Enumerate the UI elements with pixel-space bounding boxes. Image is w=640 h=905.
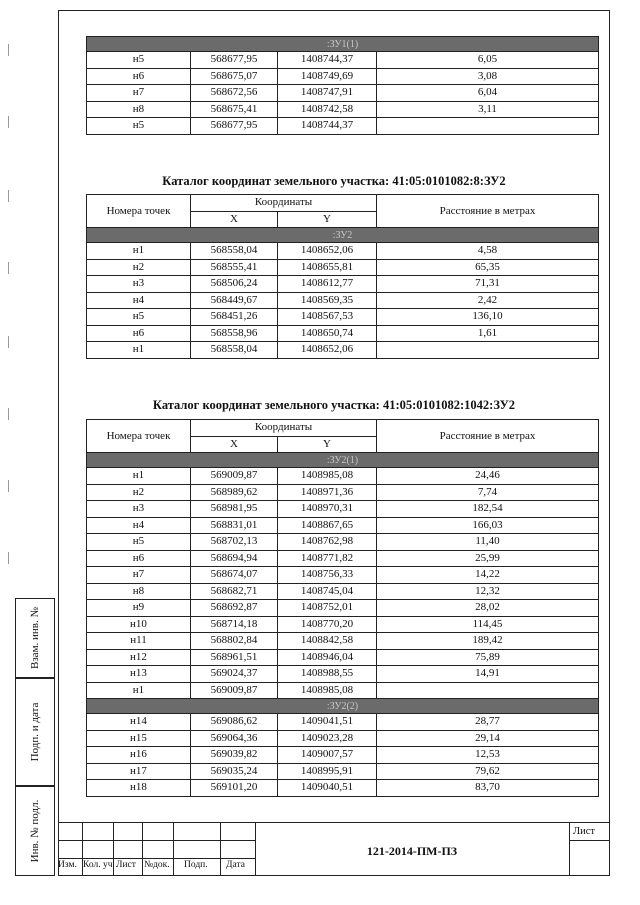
distance-cell: 79,62 <box>377 763 599 780</box>
y-cell: 1408971,36 <box>278 484 377 501</box>
header-coords: Координаты <box>191 195 377 212</box>
table-row <box>87 682 599 699</box>
document-code: 121-2014-ПМ-ПЗ <box>366 844 458 858</box>
distance-cell: 2,42 <box>377 292 599 309</box>
table-row <box>87 468 599 485</box>
coord-table-2 <box>86 194 599 359</box>
y-cell: 1408762,98 <box>278 534 377 551</box>
table-row <box>87 633 599 650</box>
stamp-col-kol: Кол. уч <box>83 860 113 870</box>
header-x: X <box>191 211 278 228</box>
distance-cell: 24,46 <box>377 468 599 485</box>
y-cell: 1408756,33 <box>278 567 377 584</box>
point-cell: н18 <box>87 780 191 797</box>
y-cell: 1408867,65 <box>278 517 377 534</box>
distance-cell: 1,61 <box>377 325 599 342</box>
distance-cell: 4,58 <box>377 243 599 260</box>
y-cell: 1408745,04 <box>278 583 377 600</box>
group-row: :ЗУ2 <box>87 228 599 243</box>
y-cell: 1408655,81 <box>278 259 377 276</box>
y-cell: 1408652,06 <box>278 342 377 359</box>
header-y: Y <box>278 436 377 453</box>
distance-cell <box>377 118 599 135</box>
distance-cell: 3,11 <box>377 101 599 118</box>
table-row <box>87 747 599 764</box>
y-cell: 1408744,37 <box>278 118 377 135</box>
x-cell: 568677,95 <box>191 118 278 135</box>
y-cell: 1408569,35 <box>278 292 377 309</box>
distance-cell: 29,14 <box>377 730 599 747</box>
point-cell: н14 <box>87 714 191 731</box>
y-cell: 1408742,58 <box>278 101 377 118</box>
table-row <box>87 649 599 666</box>
point-cell: н5 <box>87 534 191 551</box>
x-cell: 568682,71 <box>191 583 278 600</box>
table-row <box>87 501 599 518</box>
header-y: Y <box>278 211 377 228</box>
table-row <box>87 276 599 293</box>
x-cell: 568675,41 <box>191 101 278 118</box>
distance-cell: 65,35 <box>377 259 599 276</box>
point-cell: н5 <box>87 118 191 135</box>
y-cell: 1409023,28 <box>278 730 377 747</box>
x-cell: 568558,04 <box>191 342 278 359</box>
distance-cell: 28,77 <box>377 714 599 731</box>
x-cell: 569101,20 <box>191 780 278 797</box>
point-cell: н12 <box>87 649 191 666</box>
distance-cell: 75,89 <box>377 649 599 666</box>
table-row <box>87 52 599 69</box>
distance-cell: 166,03 <box>377 517 599 534</box>
point-cell: н1 <box>87 243 191 260</box>
point-cell: н1 <box>87 342 191 359</box>
distance-cell: 12,53 <box>377 747 599 764</box>
x-cell: 568714,18 <box>191 616 278 633</box>
point-cell: н5 <box>87 52 191 69</box>
catalog-title-2: Каталог координат земельного участка: 41:05:0101082:8:ЗУ2 <box>162 174 506 188</box>
y-cell: 1408995,91 <box>278 763 377 780</box>
stamp-col-list: Лист <box>116 860 136 870</box>
x-cell: 568802,84 <box>191 633 278 650</box>
table-row <box>87 101 599 118</box>
point-cell: н2 <box>87 484 191 501</box>
x-cell: 568449,67 <box>191 292 278 309</box>
x-cell: 569086,62 <box>191 714 278 731</box>
point-cell: н16 <box>87 747 191 764</box>
stamp-line <box>569 822 570 876</box>
distance-cell: 14,91 <box>377 666 599 683</box>
header-coords: Координаты <box>191 420 377 437</box>
side-label: Инв. № подл. <box>29 799 41 863</box>
point-cell: н9 <box>87 600 191 617</box>
distance-cell: 7,74 <box>377 484 599 501</box>
point-cell: н6 <box>87 68 191 85</box>
distance-cell: 189,42 <box>377 633 599 650</box>
stamp-line <box>173 822 174 876</box>
edge-mark <box>8 44 9 56</box>
y-cell: 1408771,82 <box>278 550 377 567</box>
x-cell: 568558,04 <box>191 243 278 260</box>
stamp-col-ndok: №док. <box>144 860 170 870</box>
side-box-inv <box>15 786 55 876</box>
x-cell: 569009,87 <box>191 682 278 699</box>
stamp-line <box>58 840 255 841</box>
x-cell: 569009,87 <box>191 468 278 485</box>
table-row <box>87 714 599 731</box>
group-row: :ЗУ1(1) <box>87 37 599 52</box>
edge-mark <box>8 336 9 348</box>
stamp-line <box>569 840 610 841</box>
distance-cell: 11,40 <box>377 534 599 551</box>
x-cell: 568702,13 <box>191 534 278 551</box>
catalog-title-3: Каталог координат земельного участка: 41:05:0101082:1042:ЗУ2 <box>152 398 516 412</box>
stamp-line <box>58 822 610 823</box>
header-distance: Расстояние в метрах <box>377 420 599 453</box>
table-row <box>87 780 599 797</box>
point-cell: н6 <box>87 550 191 567</box>
distance-cell: 136,10 <box>377 309 599 326</box>
x-cell: 569064,36 <box>191 730 278 747</box>
distance-cell <box>377 682 599 699</box>
x-cell: 568675,07 <box>191 68 278 85</box>
point-cell: н4 <box>87 292 191 309</box>
side-box-podp <box>15 678 55 786</box>
y-cell: 1408842,58 <box>278 633 377 650</box>
stamp-col-podp: Подп. <box>184 860 208 870</box>
distance-cell <box>377 342 599 359</box>
edge-mark <box>8 480 9 492</box>
x-cell: 568677,95 <box>191 52 278 69</box>
point-cell: н17 <box>87 763 191 780</box>
header-distance: Расстояние в метрах <box>377 195 599 228</box>
x-cell: 569035,24 <box>191 763 278 780</box>
y-cell: 1408988,55 <box>278 666 377 683</box>
table-row <box>87 517 599 534</box>
point-cell: н7 <box>87 567 191 584</box>
table-row <box>87 600 599 617</box>
y-cell: 1409041,51 <box>278 714 377 731</box>
point-cell: н6 <box>87 325 191 342</box>
table-row <box>87 309 599 326</box>
y-cell: 1408652,06 <box>278 243 377 260</box>
distance-cell: 6,04 <box>377 85 599 102</box>
table-row <box>87 534 599 551</box>
point-cell: н5 <box>87 309 191 326</box>
distance-cell: 83,70 <box>377 780 599 797</box>
distance-cell: 182,54 <box>377 501 599 518</box>
table-row <box>87 550 599 567</box>
edge-mark <box>8 552 9 564</box>
y-cell: 1408749,69 <box>278 68 377 85</box>
table-row <box>87 763 599 780</box>
x-cell: 568672,56 <box>191 85 278 102</box>
point-cell: н11 <box>87 633 191 650</box>
table-row <box>87 68 599 85</box>
table-row <box>87 85 599 102</box>
table-row <box>87 583 599 600</box>
table-row <box>87 484 599 501</box>
stamp-line <box>113 822 114 876</box>
x-cell: 569024,37 <box>191 666 278 683</box>
table-row <box>87 243 599 260</box>
point-cell: н2 <box>87 259 191 276</box>
point-cell: н1 <box>87 468 191 485</box>
distance-cell: 28,02 <box>377 600 599 617</box>
stamp-line <box>220 822 221 876</box>
y-cell: 1408985,08 <box>278 468 377 485</box>
distance-cell: 6,05 <box>377 52 599 69</box>
x-cell: 568981,95 <box>191 501 278 518</box>
stamp-col-data: Дата <box>226 860 245 870</box>
point-cell: н3 <box>87 501 191 518</box>
x-cell: 568694,94 <box>191 550 278 567</box>
y-cell: 1408770,20 <box>278 616 377 633</box>
edge-mark <box>8 408 9 420</box>
point-cell: н7 <box>87 85 191 102</box>
table-row <box>87 292 599 309</box>
header-points: Номера точек <box>87 195 191 228</box>
y-cell: 1408946,04 <box>278 649 377 666</box>
stamp-col-izm: Изм. <box>58 860 77 870</box>
y-cell: 1408985,08 <box>278 682 377 699</box>
coord-table-1 <box>86 36 599 135</box>
stamp-line <box>142 822 143 876</box>
x-cell: 568555,41 <box>191 259 278 276</box>
x-cell: 568674,07 <box>191 567 278 584</box>
y-cell: 1408567,53 <box>278 309 377 326</box>
y-cell: 1408612,77 <box>278 276 377 293</box>
point-cell: н13 <box>87 666 191 683</box>
x-cell: 569039,82 <box>191 747 278 764</box>
group-row: :ЗУ2(2) <box>87 699 599 714</box>
distance-cell: 14,22 <box>377 567 599 584</box>
distance-cell: 114,45 <box>377 616 599 633</box>
table-row <box>87 342 599 359</box>
y-cell: 1408650,74 <box>278 325 377 342</box>
point-cell: н1 <box>87 682 191 699</box>
table-row <box>87 259 599 276</box>
edge-mark <box>8 116 9 128</box>
side-box-vzam <box>15 598 55 678</box>
side-label: Подп. и дата <box>29 702 41 762</box>
side-label: Взам. инв. № <box>29 607 41 669</box>
title-block <box>58 822 610 876</box>
edge-mark <box>8 190 9 202</box>
x-cell: 568451,26 <box>191 309 278 326</box>
distance-cell: 25,99 <box>377 550 599 567</box>
y-cell: 1409007,57 <box>278 747 377 764</box>
point-cell: н8 <box>87 101 191 118</box>
table-row <box>87 730 599 747</box>
distance-cell: 71,31 <box>377 276 599 293</box>
x-cell: 568692,87 <box>191 600 278 617</box>
edge-mark <box>8 262 9 274</box>
point-cell: н8 <box>87 583 191 600</box>
x-cell: 568506,24 <box>191 276 278 293</box>
table-row <box>87 118 599 135</box>
distance-cell: 12,32 <box>377 583 599 600</box>
x-cell: 568558,96 <box>191 325 278 342</box>
table-row <box>87 567 599 584</box>
point-cell: н4 <box>87 517 191 534</box>
y-cell: 1408752,01 <box>278 600 377 617</box>
table-row <box>87 666 599 683</box>
y-cell: 1408744,37 <box>278 52 377 69</box>
distance-cell: 3,08 <box>377 68 599 85</box>
point-cell: н3 <box>87 276 191 293</box>
y-cell: 1409040,51 <box>278 780 377 797</box>
group-row: :ЗУ2(1) <box>87 453 599 468</box>
point-cell: н15 <box>87 730 191 747</box>
coord-table-3 <box>86 419 599 797</box>
x-cell: 568989,62 <box>191 484 278 501</box>
y-cell: 1408747,91 <box>278 85 377 102</box>
table-row <box>87 325 599 342</box>
header-points: Номера точек <box>87 420 191 453</box>
y-cell: 1408970,31 <box>278 501 377 518</box>
x-cell: 568961,51 <box>191 649 278 666</box>
x-cell: 568831,01 <box>191 517 278 534</box>
point-cell: н10 <box>87 616 191 633</box>
header-x: X <box>191 436 278 453</box>
sheet-label: Лист <box>573 826 595 837</box>
stamp-line <box>58 858 255 859</box>
table-row <box>87 616 599 633</box>
